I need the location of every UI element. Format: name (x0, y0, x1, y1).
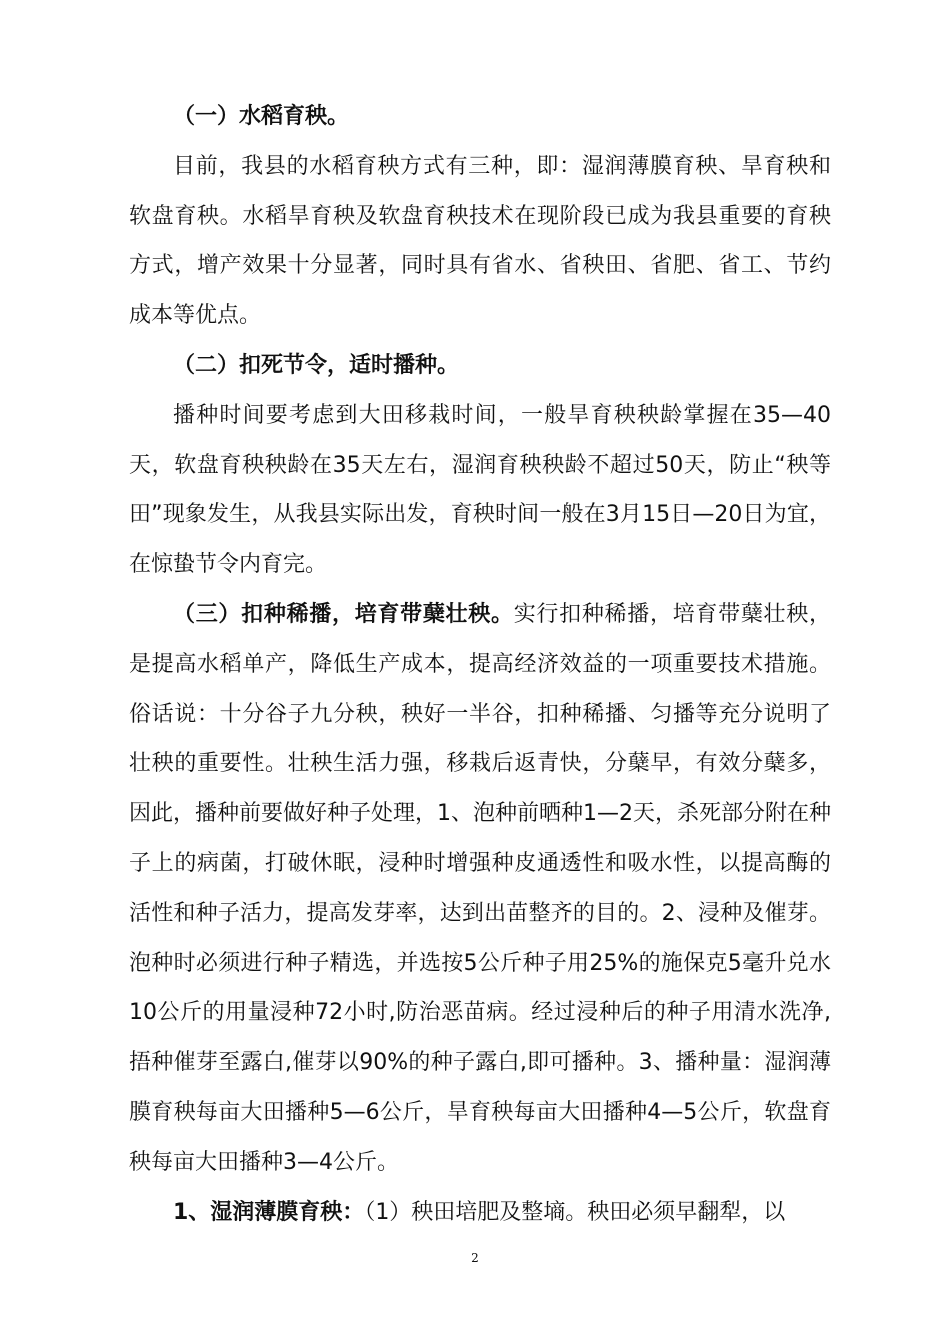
document-body (129, 92, 831, 1237)
paragraph-3-heading: （三）扣种稀播，培育带蘖壮秧。 (173, 601, 514, 627)
section-heading-1: （一）水稻育秧。 (173, 104, 350, 129)
paragraph-4 (129, 1188, 831, 1238)
paragraph-3-text: 实行扣种稀播，培育带蘖壮秧，是提高水稻单产，降低生产成本，提高经济效益的一项重要技术措施。俗话说：十分谷子九分秧，秧好一半谷，扣种稀播、匀播等充分说明了壮秧的重要性。壮秧生活力强，移栽后返青快，分蘖早，有效分蘖多，因此，播种前要做好种子处理，1、泡种前晒种1—2天，杀死部分附在种子上的病菌，打破休眠，浸种时增强种皮通透性和吸水性，以提高酶的活性和种子活力，提高发芽率，达到出苗整齐的目的。2、浸种及催芽。泡种时必须进行种子精选，并选按5公斤种子用25%的施保克5毫升兑水10公斤的用量浸种72小时,防治恶苗病。经过浸种后的种子用清水洗净,捂种催芽至露白,催芽以90%的种子露白,即可播种。3、播种量：湿润薄膜育秧每亩大田播种5—6公斤，旱育秧每亩大田播种4—5公斤，软盘育秧每亩大田播种3—4公斤。 (129, 601, 831, 1175)
paragraph-2: 播种时间要考虑到大田移栽时间，一般旱育秧秧龄掌握在35—40天，软盘育秧秧龄在35天左右，湿润育秧秧龄不超过50天，防止“秧等田”现象发生，从我县实际出发，育秧时间一般在3月15日—20日为宜，在惊蛰节令内育完。 (129, 402, 831, 578)
paragraph-1: 目前，我县的水稻育秧方式有三种，即：湿润薄膜育秧、旱育秧和软盘育秧。水稻旱育秧及软盘育秧技术在现阶段已成为我县重要的育秧方式，增产效果十分显著，同时具有省水、省秧田、省肥、省工、节约成本等优点。 (129, 153, 831, 329)
paragraph-4-text: （1）秧田培肥及整墒。秧田必须早翻犁，以 (364, 1199, 786, 1225)
paragraph-4-heading: 1、湿润薄膜育秧： (173, 1199, 365, 1225)
section-heading-2: （二）扣死节令，适时播种。 (173, 352, 460, 378)
paragraph-3 (129, 590, 831, 1188)
page-number: 2 (471, 1251, 479, 1265)
